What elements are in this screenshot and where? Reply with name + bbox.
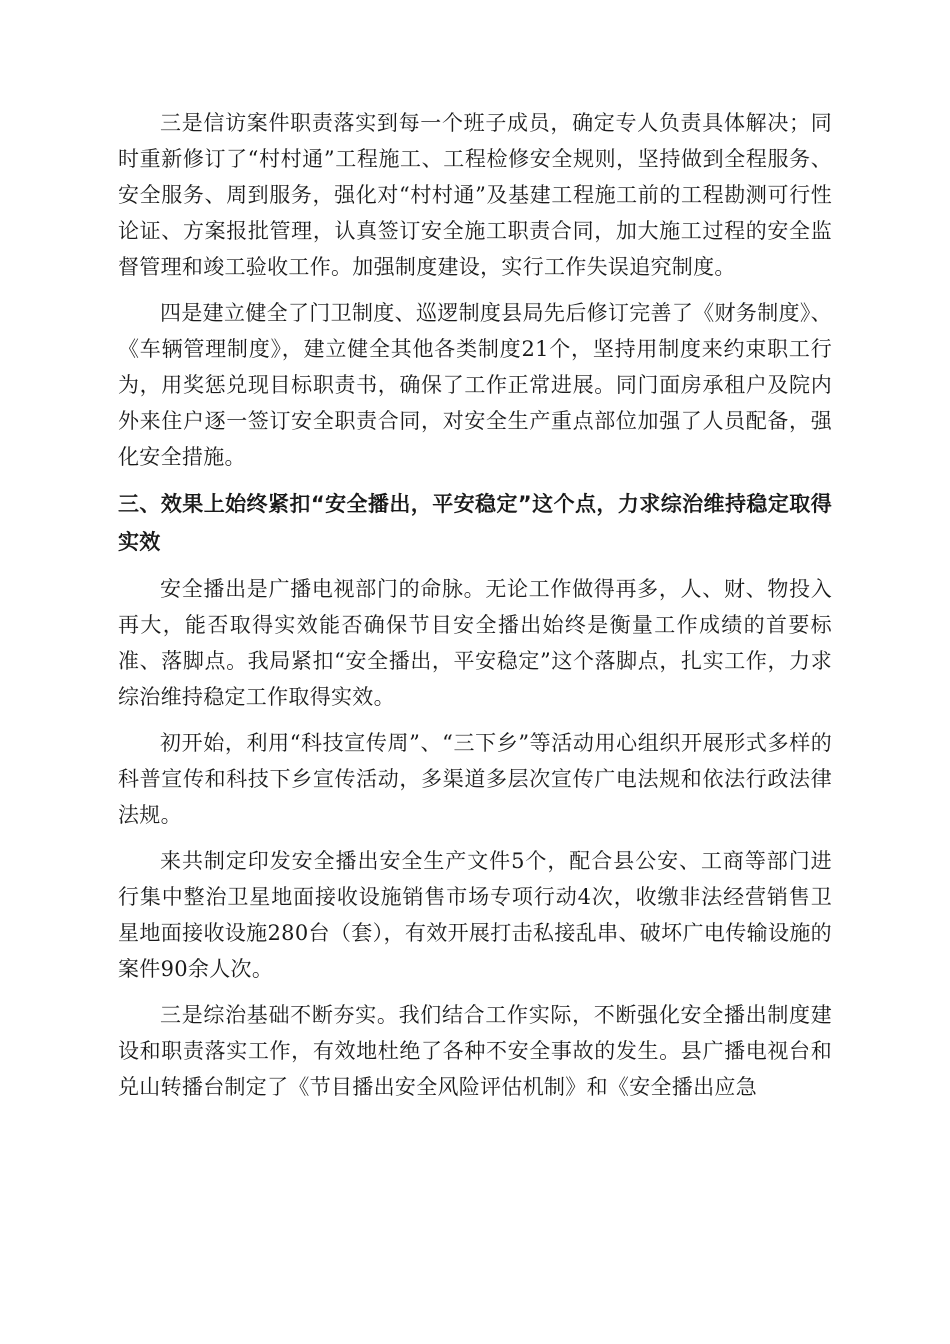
paragraph-enforcement: 来共制定印发安全播出安全生产文件5个，配合县公安、工商等部门进行集中整治卫星地面接收设施销售市场专项行动4次，收缴非法经营销售卫星地面接收设施280台（套），有效开展打击私接乱串、破坏广电传输设施的案件90余人次。 <box>118 849 832 981</box>
section-heading: 三、效果上始终紧扣“安全播出，平安稳定”这个点，力求综治维持稳定取得实效 <box>118 492 832 554</box>
paragraph-publicity: 初开始，利用“科技宣传周”、“三下乡”等活动用心组织开展形式多样的科普宣传和科技下乡宣传活动，多渠道多层次宣传广电法规和依法行政法律法规。 <box>118 731 832 827</box>
paragraph-foundation: 三是综治基础不断夯实。我们结合工作实际，不断强化安全播出制度建设和职责落实工作，有效地杜绝了各种不安全事故的发生。县广播电视台和兑山转播台制定了《节目播出安全风险评估机制》和《安全播出应急 <box>118 1003 832 1099</box>
paragraph-systems: 四是建立健全了门卫制度、巡逻制度县局先后修订完善了《财务制度》、《车辆管理制度》，建立健全其他各类制度21个，坚持用制度来约束职工行为，用奖惩兑现目标职责书，确保了工作正常进展。同门面房承租户及院内外来住户逐一签订安全职责合同，对安全生产重点部位加强了人员配备，强化安全措施。 <box>118 301 832 469</box>
paragraph-safe-broadcast: 安全播出是广播电视部门的命脉。无论工作做得再多，人、财、物投入再大，能否取得实效能否确保节目安全播出始终是衡量工作成绩的首要标准、落脚点。我局紧扣“安全播出，平安稳定”这个落脚点，扎实工作，力求综治维持稳定工作取得实效。 <box>118 577 832 709</box>
paragraph-responsibility: 三是信访案件职责落实到每一个班子成员，确定专人负责具体解决；同时重新修订了“村村通”工程施工、工程检修安全规则，坚持做到全程服务、安全服务、周到服务，强化对“村村通”及基建工程施工前的工程勘测可行性论证、方案报批管理，认真签订安全施工职责合同，加大施工过程的安全监督管理和竣工验收工作。加强制度建设，实行工作失误追究制度。 <box>118 111 832 279</box>
document-page <box>118 105 832 1115</box>
